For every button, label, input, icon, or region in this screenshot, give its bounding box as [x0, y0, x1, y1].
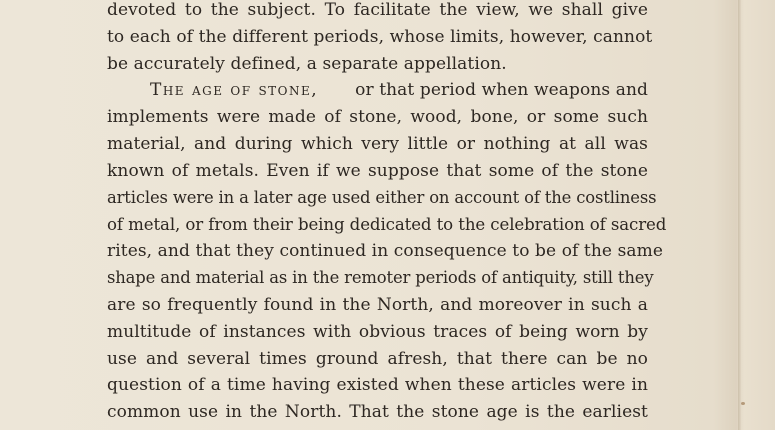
text-line-4: [150, 80, 648, 100]
text-line-15: question of a time having existed when these articles were in: [107, 375, 648, 395]
text-line-1: devoted to the subject. To facilitate the view, we shall give: [107, 0, 648, 20]
text-line-11: shape and material as in the remoter periods of antiquity, still they: [107, 268, 654, 287]
text-line-16: common use in the North. That the stone age is the earliest: [107, 402, 648, 422]
text-line-3: be accurately defined, a separate appellation.: [107, 54, 507, 74]
text-line-14: use and several times ground afresh, that there can be no: [107, 349, 648, 369]
text-line-6: material, and during which very little or nothing at all was: [107, 134, 648, 154]
text-line-7: known of metals. Even if we suppose that some of the stone: [107, 161, 648, 181]
text-line-5: implements were made of stone, wood, bone, or some such: [107, 107, 648, 127]
section-heading: The age of stone,: [150, 80, 319, 100]
text-line-13: multitude of instances with obvious traces of being worn by: [107, 322, 648, 342]
text-line-4-body: or that period when weapons and: [355, 80, 648, 100]
text-line-8: articles were in a later age used either on account of the costliness: [107, 188, 657, 207]
text-line-12: are so frequently found in the North, and moreover in such a: [107, 295, 648, 315]
text-line-10: rites, and that they continued in consequence to be of the same: [107, 241, 664, 261]
text-line-9: of metal, or from their being dedicated to the celebration of sacred: [107, 215, 667, 234]
text-line-2: to each of the different periods, whose limits, however, cannot: [107, 27, 653, 47]
